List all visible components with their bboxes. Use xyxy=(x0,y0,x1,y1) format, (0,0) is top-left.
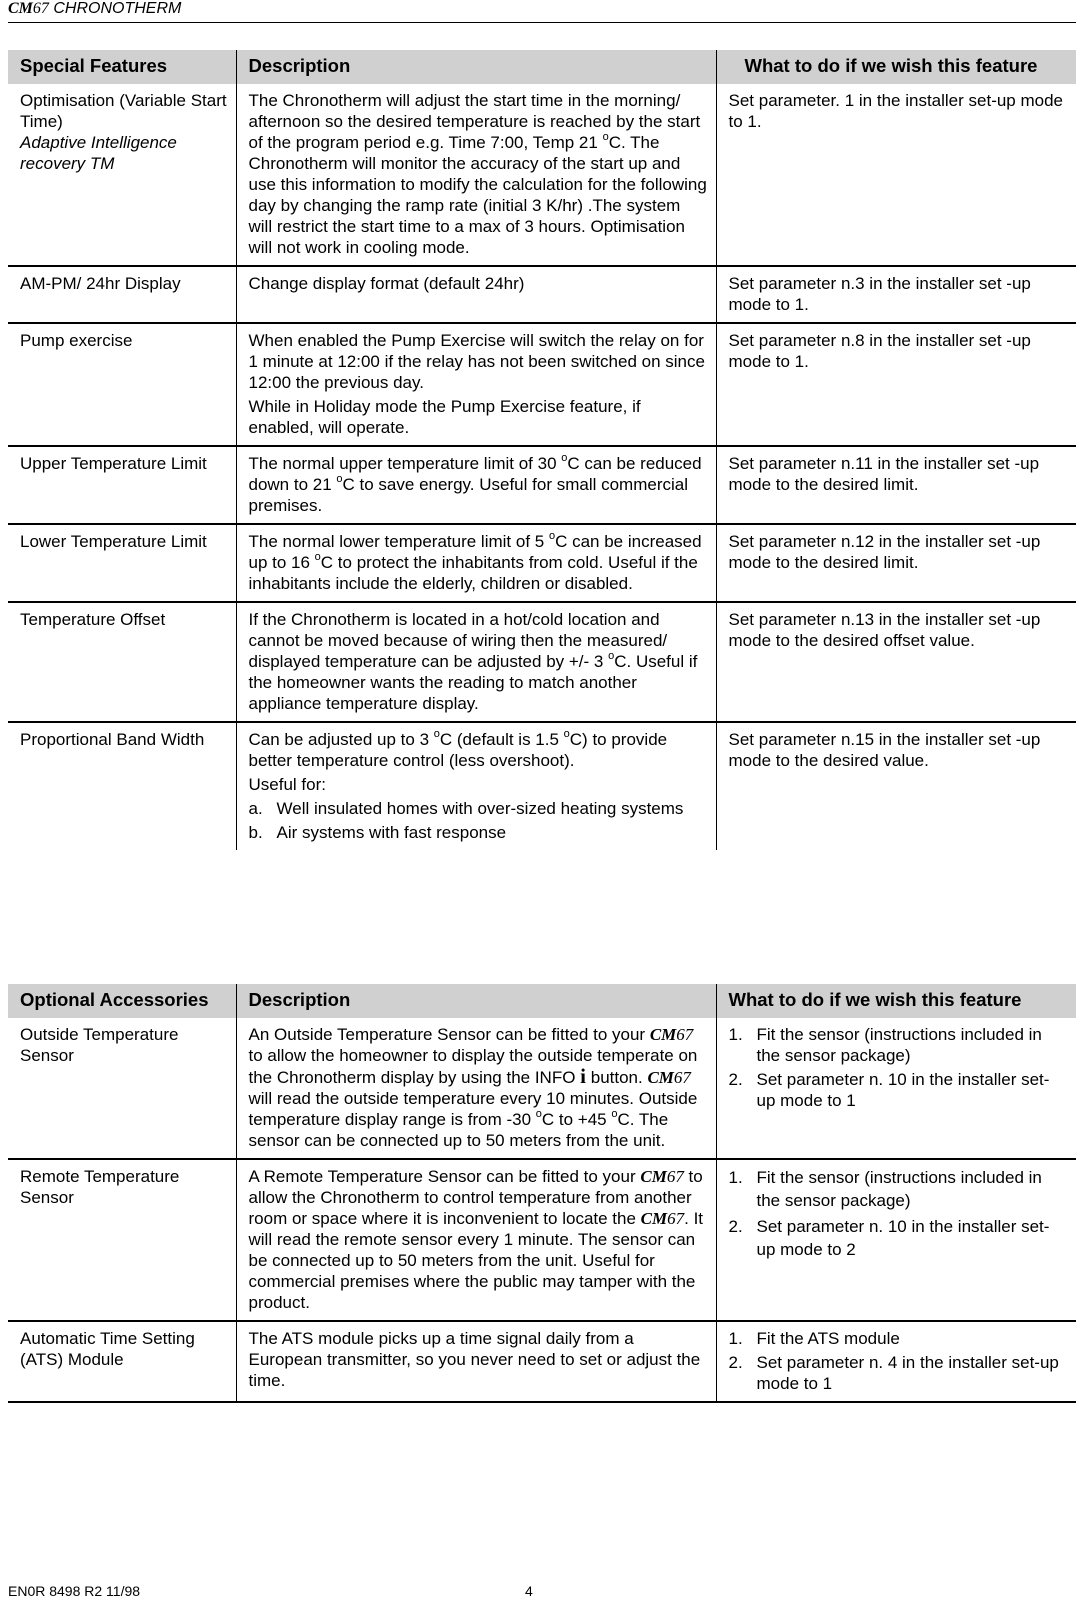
list-item: 1. Fit the ATS module xyxy=(728,1329,900,1348)
description-cell: If the Chronotherm is located in a hot/cold location and cannot be moved because of wiring then the measured/ displayed temperature can be adjusted by +/- 3 $^o$C. Useful if the homeowner wants the reading to match another appliance temperature display. xyxy=(236,602,716,722)
table-row xyxy=(8,323,1076,446)
steps-list xyxy=(729,1328,1069,1394)
list-item: 1. Fit the sensor (instructions included in the sensor package) xyxy=(728,1168,1042,1210)
action-cell: Set parameter n.3 in the installer set -up mode to 1. xyxy=(716,266,1076,323)
action-cell xyxy=(716,1018,1076,1159)
list-item: b. Air systems with fast response xyxy=(248,823,507,842)
description-cell: Change display format (default 24hr) xyxy=(236,266,716,323)
info-icon: i xyxy=(580,1064,587,1088)
page-number: 4 xyxy=(525,1583,533,1599)
feature-cell: Outside Temperature Sensor xyxy=(8,1018,236,1159)
table-row xyxy=(8,602,1076,722)
action-cell: Set parameter n.15 in the installer set -up mode to the desired value. xyxy=(728,730,1041,770)
table-header-row xyxy=(8,50,1076,84)
feature-cell: Pump exercise xyxy=(8,323,236,446)
action-cell xyxy=(716,1321,1076,1402)
document-reference: EN0R 8498 R2 11/98 xyxy=(8,1583,141,1599)
optional-accessories-table xyxy=(8,984,1076,1403)
feature-cell: Lower Temperature Limit xyxy=(8,524,236,602)
action-cell: Set parameter n.13 in the installer set -up mode to the desired offset value. xyxy=(716,602,1076,722)
table-header-row xyxy=(8,984,1076,1018)
feature-cell: Upper Temperature Limit xyxy=(8,446,236,524)
description-cell: Can be adjusted up to 3 $^o$C (default is 1.5 $^o$C) to provide better temperature control (less overshoot). Useful for: a. Well insulated homes with over-sized heating systems b. Air systems with fast response xyxy=(236,722,716,850)
product-name: CM67 xyxy=(649,1025,694,1044)
list-item: 2. Set parameter n. 10 in the installer set-up mode to 1 xyxy=(728,1070,1050,1110)
page-header xyxy=(8,0,1076,23)
description-cell: The normal upper temperature limit of 30 $^o$C can be reduced down to 21 $^o$C to save energy. Useful for small commercial premises. xyxy=(236,446,716,524)
table-row xyxy=(8,1018,1076,1159)
description-cell: The normal lower temperature limit of 5 $^o$C can be increased up to 16 $^o$C to protect the inhabitants from cold. Useful if the inhabitants include the elderly, children or disabled. xyxy=(236,524,716,602)
feature-cell: Temperature Offset xyxy=(8,602,236,722)
special-features-table xyxy=(8,50,1076,850)
product-name: CM67 xyxy=(647,1068,691,1087)
description-cell: The Chronotherm will adjust the start time in the morning/ afternoon so the desired temperature is reached by the start of the program period e.g. Time 7:00, Temp 21 $^o$C. The Chronotherm will monitor the accuracy of the start up and use this information to modify the calculation for the following day by changing the ramp rate (initial 3 K/hr) .The system will restrict the start time to a max of 3 hours. Optimisation will not work in cooling mode. xyxy=(236,84,716,266)
column-header: What to do if we wish this feature xyxy=(716,984,1076,1018)
table-row xyxy=(8,524,1076,602)
list-item: 2. Set parameter n. 10 in the installer set-up mode to 2 xyxy=(728,1217,1050,1259)
action-cell: Set parameter n.11 in the installer set -up mode to the desired limit. xyxy=(716,446,1076,524)
steps-list xyxy=(729,1024,1069,1111)
column-header: What to do if we wish this feature xyxy=(716,50,1076,84)
list-item: a. Well insulated homes with over-sized heating systems xyxy=(248,799,684,818)
list-item: 2. Set parameter n. 4 in the installer set-up mode to 1 xyxy=(728,1353,1059,1393)
product-logo: CM67 xyxy=(8,0,49,17)
action-cell xyxy=(716,1159,1076,1321)
feature-cell: Optimisation (Variable Start Time) Adaptive Intelligence recovery TM xyxy=(8,84,236,266)
product-name: CM67 xyxy=(640,1209,685,1228)
feature-cell: AM-PM/ 24hr Display xyxy=(8,266,236,323)
action-cell: Set parameter n.8 in the installer set -up mode to 1. xyxy=(716,323,1076,446)
table-row xyxy=(8,1159,1076,1321)
description-cell: When enabled the Pump Exercise will switch the relay on for 1 minute at 12:00 if the relay has not been switched on since 12:00 the previous day. While in Holiday mode the Pump Exercise feature, if enabled, will operate. xyxy=(236,323,716,446)
table-row xyxy=(8,1321,1076,1402)
description-cell: A Remote Temperature Sensor can be fitted to your CM67 to allow the Chronotherm to control temperature from another room or space where it is inconvenient to locate the CM67. It will read the remote sensor every 1 minute. The sensor can be connected up to 50 meters from the unit. Useful for commercial premises where the public may tamper with the product. xyxy=(236,1159,716,1321)
action-cell: Set parameter. 1 in the installer set-up mode to 1. xyxy=(716,84,1076,266)
action-cell: Set parameter n.12 in the installer set -up mode to the desired limit. xyxy=(716,524,1076,602)
table-row xyxy=(8,84,1076,266)
product-name: CM67 xyxy=(640,1167,684,1186)
table-row xyxy=(8,722,1076,850)
table-row xyxy=(8,266,1076,323)
use-case-list xyxy=(249,798,708,843)
feature-cell: Remote Temperature Sensor xyxy=(8,1159,236,1321)
list-item: 1. Fit the sensor (instructions included in the sensor package) xyxy=(728,1025,1042,1065)
column-header: Description xyxy=(236,984,716,1018)
feature-cell: Automatic Time Setting (ATS) Module xyxy=(8,1321,236,1402)
column-header: Optional Accessories xyxy=(8,984,236,1018)
column-header: Special Features xyxy=(8,50,236,84)
header-title: CHRONOTHERM xyxy=(53,0,182,17)
feature-cell: Proportional Band Width xyxy=(20,730,205,749)
table-row xyxy=(8,446,1076,524)
description-cell: An Outside Temperature Sensor can be fitted to your CM67 to allow the homeowner to display the outside temperate on the Chronotherm display by using the INFO i button. CM67 will read the outside temperature every 10 minutes. Outside temperature display range is from -30 $^o$C to +45 $^o$C. The sensor can be connected up to 50 meters from the unit. xyxy=(236,1018,716,1159)
description-cell: The ATS module picks up a time signal daily from a European transmitter, so you never need to set or adjust the time. xyxy=(236,1321,716,1402)
steps-list xyxy=(729,1166,1069,1261)
column-header: Description xyxy=(236,50,716,84)
